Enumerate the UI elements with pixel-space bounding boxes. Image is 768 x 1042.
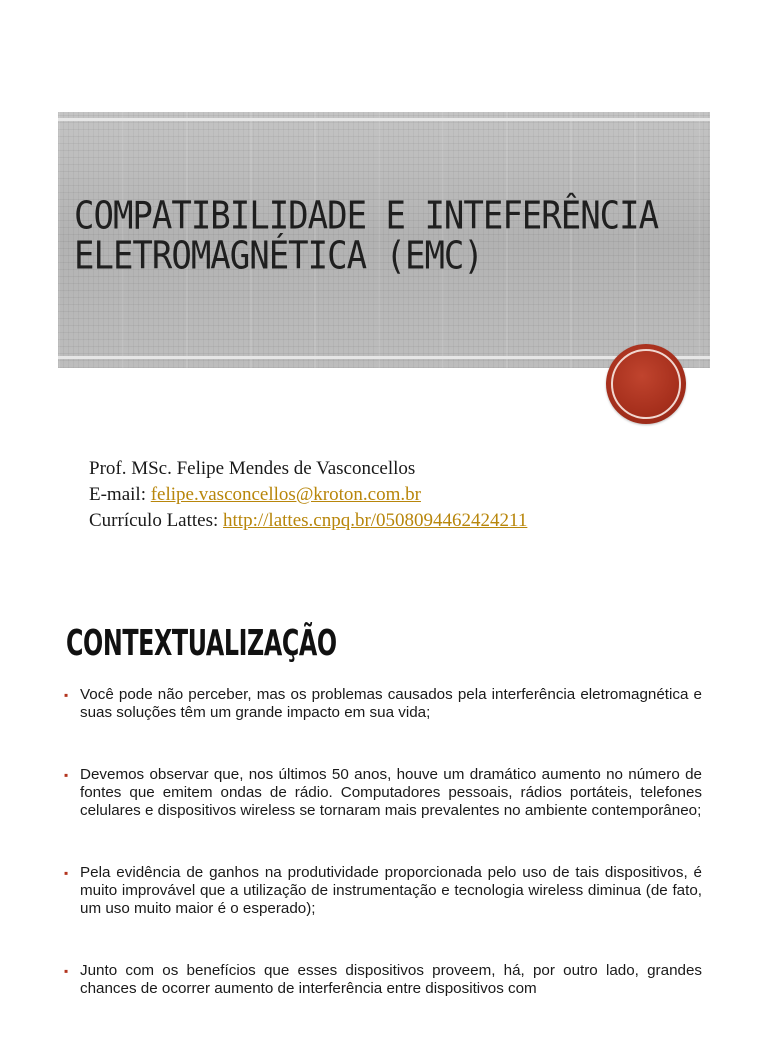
lattes-line <box>89 508 527 534</box>
email-link[interactable]: felipe.vasconcellos@kroton.com.br <box>150 484 421 505</box>
lattes-link[interactable]: http://lattes.cnpq.br/0508094462424211 <box>223 510 528 531</box>
bullet-item <box>64 686 702 722</box>
lattes-label: Currículo Lattes: <box>89 510 224 531</box>
section-title: CONTEXTUALIZAÇÃO <box>66 622 337 664</box>
bullet-item <box>64 766 702 820</box>
bullet-marker-icon: ▪ <box>64 688 69 702</box>
bullet-marker-icon: ▪ <box>64 964 69 978</box>
banner-bottom-rule <box>58 356 710 359</box>
author-contact <box>89 456 527 534</box>
bullet-text: Pela evidência de ganhos na produtividade proporcionada pelo uso de tais dispositivos, é muito improvável que a utilização de instrumentação e tecnologia wireless diminua (de fato, um uso muito maior é o esperado); <box>80 864 702 917</box>
author-name: Prof. MSc. Felipe Mendes de Vasconcellos <box>89 458 416 479</box>
bullet-text: Devemos observar que, nos últimos 50 anos, houve um dramático aumento no número de fontes que emitem ondas de rádio. Computadores pessoais, rádios portáteis, telefones celulares e dispositivos wireless se tornaram mais prevalentes no ambiente contemporâneo; <box>80 766 702 819</box>
email-label: E-mail: <box>89 484 151 505</box>
slide-title-line-1: COMPATIBILIDADE E INTEFERÊNCIA <box>74 193 659 239</box>
decorative-circle <box>606 344 686 424</box>
bullet-list <box>64 686 702 1042</box>
email-line <box>89 482 527 508</box>
bullet-marker-icon: ▪ <box>64 866 69 880</box>
bullet-marker-icon: ▪ <box>64 768 69 782</box>
slide-title-line-2: ELETROMAGNÉTICA (EMC) <box>74 233 483 279</box>
bullet-item <box>64 962 702 998</box>
bullet-item <box>64 864 702 918</box>
slide-title <box>74 193 694 279</box>
bullet-text: Junto com os benefícios que esses dispositivos proveem, há, por outro lado, grandes chances de ocorrer aumento de interferência entre dispositivos com <box>80 962 702 997</box>
banner-top-rule <box>58 118 710 121</box>
bullet-text: Você pode não perceber, mas os problemas causados pela interferência eletromagnética e suas soluções têm um grande impacto em sua vida; <box>80 686 702 721</box>
